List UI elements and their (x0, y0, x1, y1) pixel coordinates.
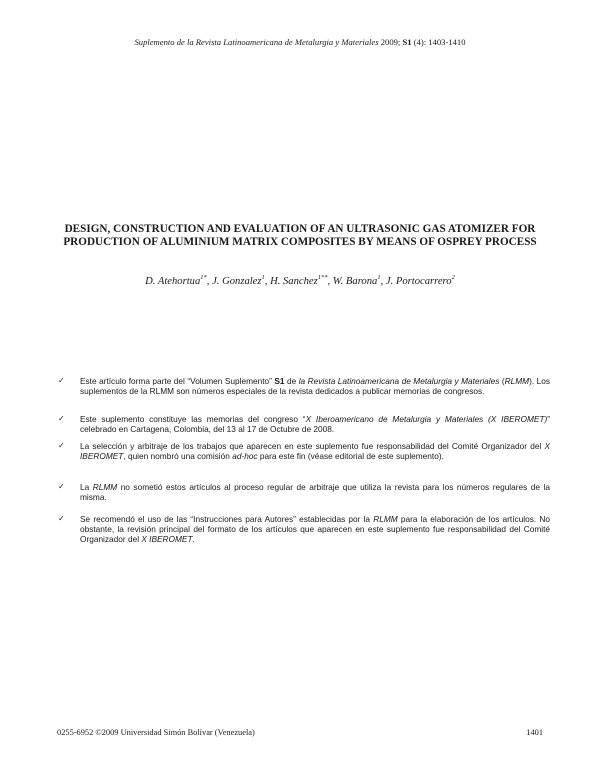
supplement-note-1 (58, 376, 550, 396)
checkmark-icon: ✓ (58, 441, 65, 450)
checkmark-icon: ✓ (58, 376, 65, 385)
checkmark-icon: ✓ (58, 414, 65, 423)
note-text: La RLMM no sometió estos artículos al proceso regular de arbitraje que utiliza la revista para los números regulares de la misma. (80, 482, 550, 503)
author: J. Portocarrero$^2$ (385, 274, 455, 287)
footer-copyright: 0255-6952 ©2009 Universidad Simón Bolívar (Venezuela) (57, 728, 255, 737)
author-affiliation: 1* (200, 274, 207, 281)
author: W. Barona$^1$, (332, 274, 386, 287)
author-affiliation: 1** (317, 274, 328, 281)
paper-title: DESIGN, CONSTRUCTION AND EVALUATION OF AN ULTRASONIC GAS ATOMIZER FOR PRODUCTION OF ALUMINIUM MATRIX COMPOSITES BY MEANS OF OSPREY PROCESS (63, 223, 537, 249)
journal-pages: 1403-1410 (428, 37, 466, 47)
supplement-note-4 (58, 482, 550, 502)
journal-name: Suplemento de la Revista Latinoamericana de Metalurgia y Materiales (134, 37, 379, 47)
page-number: 1401 (526, 728, 543, 737)
author-affiliation: 1 (377, 274, 381, 281)
note-text: Este artículo forma parte del “Volumen Suplemento” S1 de la Revista Latinoamericana de Metalurgia y Materiales (RLMM). Los suplementos de la RLMM son números especiales de la revista dedicados a publicar memorias de congresos. (80, 376, 550, 397)
journal-issue: (4): (413, 37, 427, 47)
supplement-note-5 (58, 514, 550, 545)
author: J. Gonzalez$^1$, (212, 274, 271, 287)
author: D. Atehortua$^{1*}$, (145, 274, 213, 287)
header-separator: ; (397, 37, 401, 47)
journal-year: 2009 (380, 37, 398, 47)
supplement-note-3 (58, 441, 550, 461)
supplement-note-2 (58, 414, 550, 434)
author: H. Sanchez$^{1**}$, (270, 274, 333, 287)
checkmark-icon: ✓ (58, 514, 65, 523)
journal-volume: S1 (402, 37, 412, 47)
note-text: Se recomendó el uso de las “Instrucciones para Autores” establecidas por la RLMM para la elaboración de los artículos. No obstante, la revisión principal del formato de los artículos que aparecen en este suplemento fue responsabilidad del Comité Organizador del X IBEROMET. (80, 514, 551, 545)
author-affiliation: 1 (261, 274, 265, 281)
author-list (0, 276, 600, 287)
note-text: La selección y arbitraje de los trabajos que aparecen en este suplemento fue responsabilidad del Comité Organizador del X IBEROMET, quien nombró una comisión ad-hoc para este fin (véase editorial de este suplemento). (80, 441, 550, 462)
running-header (0, 37, 600, 47)
author-affiliation: 2 (451, 274, 455, 281)
checkmark-icon: ✓ (58, 482, 65, 491)
note-text: Este suplemento constituye las memorias del congreso “X Iberoamericano de Metalurgia y Materiales (X IBEROMET)” celebrado en Cartagena, Colombia, del 13 al 17 de Octubre de 2008. (80, 414, 550, 435)
